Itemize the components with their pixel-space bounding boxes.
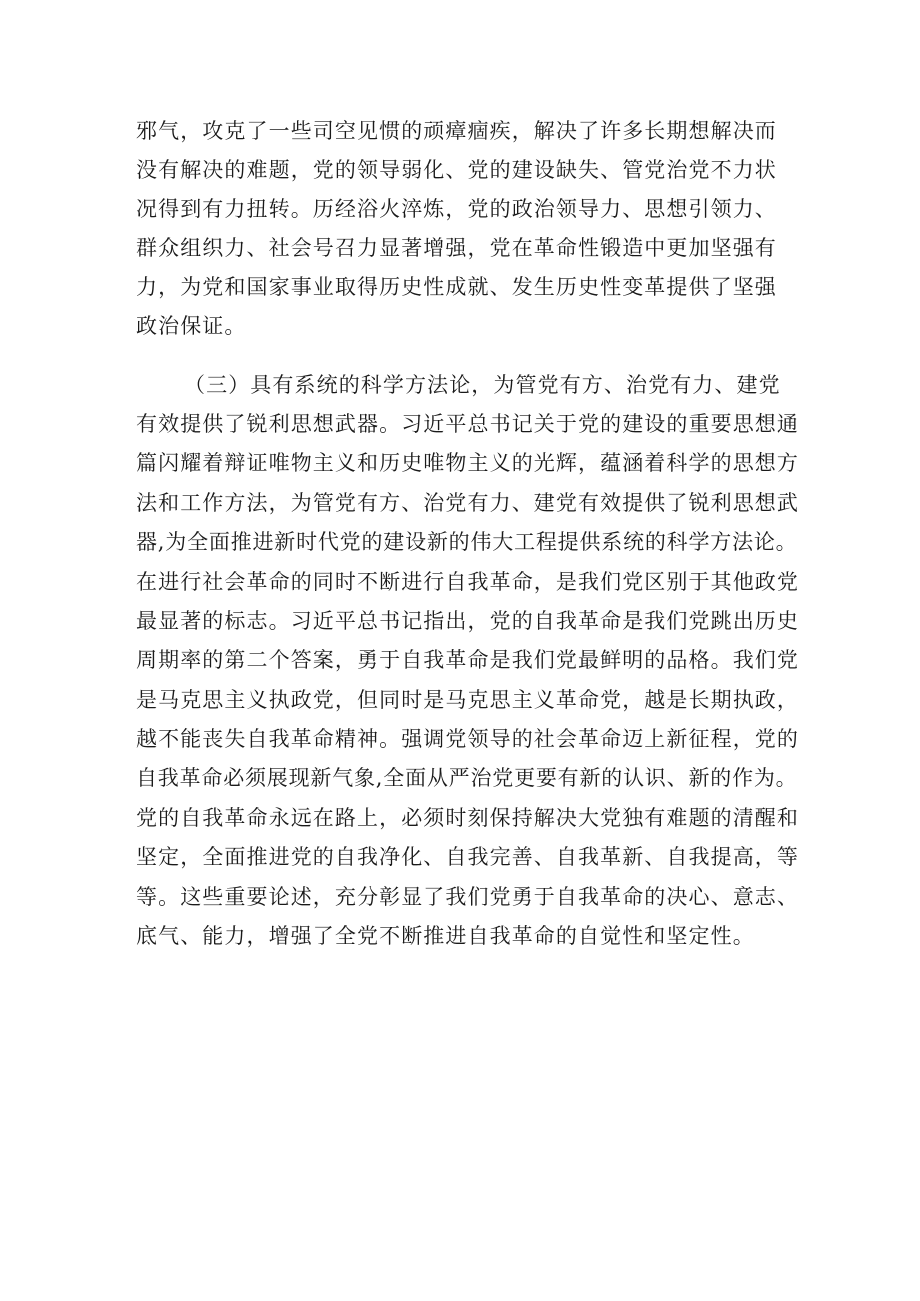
paragraph-2-line-4: 法和工作方法，为管党有方、治党有力、建党有效提供了锐利思想武	[136, 491, 799, 515]
paragraph-2-line-14: 等。这些重要论述，充分彰显了我们党勇于自我革命的决心、意志、	[136, 885, 799, 909]
paragraph-2-line-12: 党的自我革命永远在路上，必须时刻保持解决大党独有难题的清醒和	[136, 806, 799, 830]
paragraph-1-line-3: 况得到有力扭转。历经浴火淬炼，党的政治领导力、思想引领力、	[136, 197, 777, 221]
paragraph-2-line-10: 越不能丧失自我革命精神。强调党领导的社会革命迈上新征程，党的	[136, 727, 799, 751]
paragraph-1-line-1: 邪气，攻克了一些司空见惯的顽瘴痼疾，解决了许多长期想解决而	[136, 119, 777, 143]
paragraph-2-line-6: 在进行社会革命的同时不断进行自我革命，是我们党区别于其他政党	[136, 570, 799, 594]
paragraph-2-line-3: 篇闪耀着辩证唯物主义和历史唯物主义的光辉，蕴涵着科学的思想方	[136, 451, 799, 475]
paragraph-2-line-1: （三）具有系统的科学方法论，为管党有方、治党有力、建党	[184, 373, 781, 397]
paragraph-2-line-2: 有效提供了锐利思想武器。习近平总书记关于党的建设的重要思想通	[136, 412, 799, 436]
paragraph-2-line-7: 最显著的标志。习近平总书记指出，党的自我革命是我们党跳出历史	[136, 609, 799, 633]
paragraph-1-line-5: 力，为党和国家事业取得历史性成就、发生历史性变革提供了坚强	[136, 275, 777, 299]
paragraph-2-line-5: 器,为全面推进新时代党的建设新的伟大工程提供系统的科学方法论。	[136, 530, 798, 554]
paragraph-2-line-11: 自我革命必须展现新气象,全面从严治党更要有新的认识、新的作为。	[136, 766, 798, 790]
paragraph-1-line-4: 群众组织力、社会号召力显著增强，党在革命性锻造中更加坚强有	[136, 236, 777, 260]
paragraph-2-line-9: 是马克思主义执政党，但同时是马克思主义革命党，越是长期执政，	[136, 688, 799, 712]
paragraph-1-line-6: 政治保证。	[136, 314, 247, 338]
paragraph-2-line-8: 周期率的第二个答案，勇于自我革命是我们党最鲜明的品格。我们党	[136, 648, 799, 672]
paragraph-2-line-15: 底气、能力，增强了全党不断推进自我革命的自觉性和坚定性。	[136, 924, 755, 948]
paragraph-2-line-13: 坚定，全面推进党的自我净化、自我完善、自我革新、自我提高，等	[136, 845, 799, 869]
paragraph-1-line-2: 没有解决的难题，党的领导弱化、党的建设缺失、管党治党不力状	[136, 158, 777, 182]
